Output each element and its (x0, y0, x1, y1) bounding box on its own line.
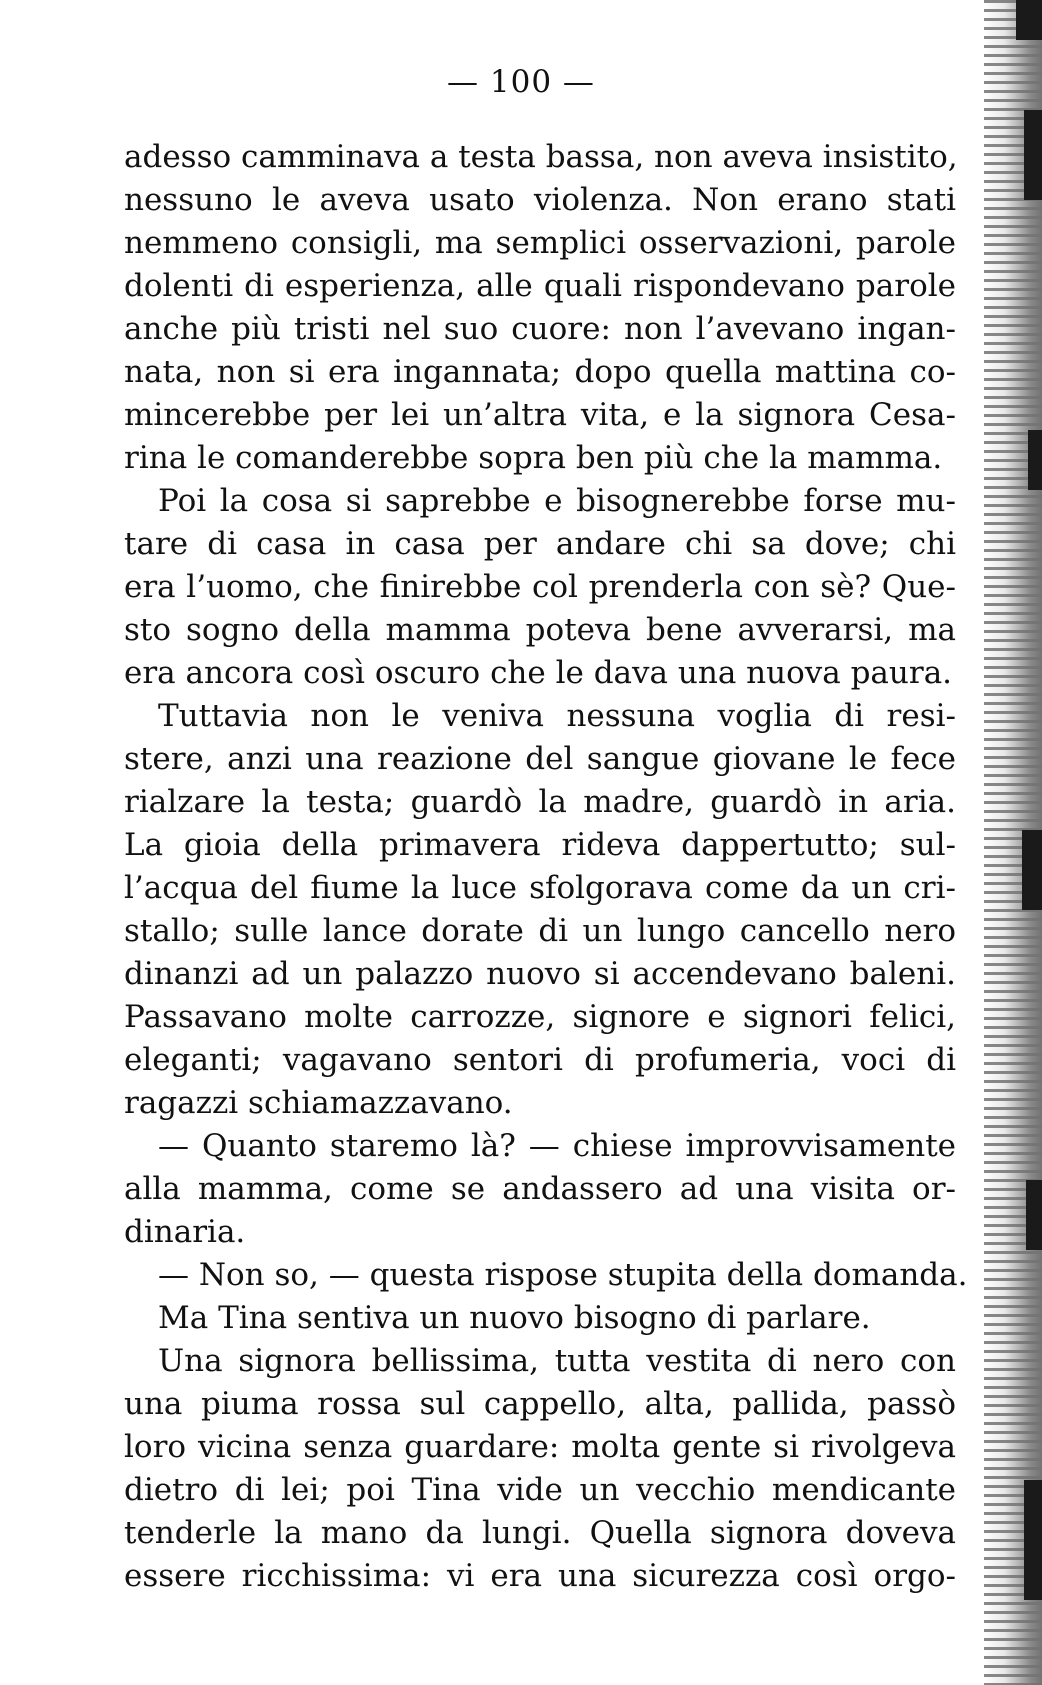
text-line: rina le comanderebbe sopra ben più che la mamma. (124, 440, 943, 476)
text-line: tare di casa in casa per andare chi sa dove; chi (124, 526, 956, 562)
text-line: nata, non si era ingannata; dopo quella mattina co- (124, 354, 956, 390)
binding-shadow (1022, 830, 1042, 910)
text-line: essere ricchissima: vi era una sicurezza così orgo- (124, 1558, 956, 1594)
text-line: dietro di lei; poi Tina vide un vecchio mendicante (124, 1472, 956, 1508)
text-line: alla mamma, come se andassero ad una visita or- (124, 1171, 956, 1207)
binding-shadow (1024, 1480, 1042, 1600)
text-line: nemmeno consigli, ma semplici osservazioni, parole (124, 225, 956, 261)
text-line: sto sogno della mamma poteva bene avverarsi, ma (124, 612, 956, 648)
text-line: era ancora così oscuro che le dava una nuova paura. (124, 655, 953, 691)
text-line: l’acqua del fiume la luce sfolgorava come da un cri- (124, 870, 956, 906)
text-line: Una signora bellissima, tutta vestita di nero con (158, 1343, 956, 1379)
text-line: una piuma rossa sul cappello, alta, pallida, passò (124, 1386, 956, 1422)
text-line: ragazzi schiamazzavano. (124, 1085, 513, 1121)
text-line: stere, anzi una reazione del sangue giovane le fece (124, 741, 956, 777)
text-line: nessuno le aveva usato violenza. Non erano stati (124, 182, 956, 218)
text-line: anche più tristi nel suo cuore: non l’avevano ingan- (124, 311, 956, 347)
text-line: Ma Tina sentiva un nuovo bisogno di parlare. (158, 1300, 871, 1336)
body-text (124, 136, 968, 1598)
text-line: eleganti; vagavano sentori di profumeria, voci di (124, 1042, 956, 1078)
text-line: Passavano molte carrozze, signore e signori felici, (124, 999, 956, 1035)
text-line: era l’uomo, che finirebbe col prenderla con sè? Que- (124, 569, 956, 605)
text-line: stallo; sulle lance dorate di un lungo cancello nero (124, 913, 956, 949)
page-number: — 100 — (447, 64, 595, 100)
text-line: rialzare la testa; guardò la madre, guardò in aria. (124, 784, 956, 820)
text-line: dinanzi ad un palazzo nuovo si accendevano baleni. (124, 956, 956, 992)
text-line: Poi la cosa si saprebbe e bisognerebbe forse mu- (158, 483, 956, 519)
text-line: mincerebbe per lei un’altra vita, e la signora Cesa- (124, 397, 956, 433)
text-line: dolenti di esperienza, alle quali rispondevano parole (124, 268, 956, 304)
text-line: tenderle la mano da lungi. Quella signora doveva (124, 1515, 956, 1551)
text-line: — Quanto staremo là? — chiese improvvisamente (158, 1128, 956, 1164)
text-line: — Non so, — questa rispose stupita della domanda. (158, 1257, 968, 1293)
text-line: adesso camminava a testa bassa, non aveva insistito, (124, 139, 958, 175)
text-line: Tuttavia non le veniva nessuna voglia di resi- (158, 698, 956, 734)
binding-shadow (1024, 110, 1042, 200)
text-line: dinaria. (124, 1214, 246, 1250)
binding-shadow (1026, 1180, 1042, 1250)
text-line: loro vicina senza guardare: molta gente si rivolgeva (124, 1429, 956, 1465)
text-line: La gioia della primavera rideva dappertutto; sul- (124, 827, 956, 863)
binding-shadow (1016, 0, 1042, 40)
binding-shadow (1028, 430, 1042, 490)
